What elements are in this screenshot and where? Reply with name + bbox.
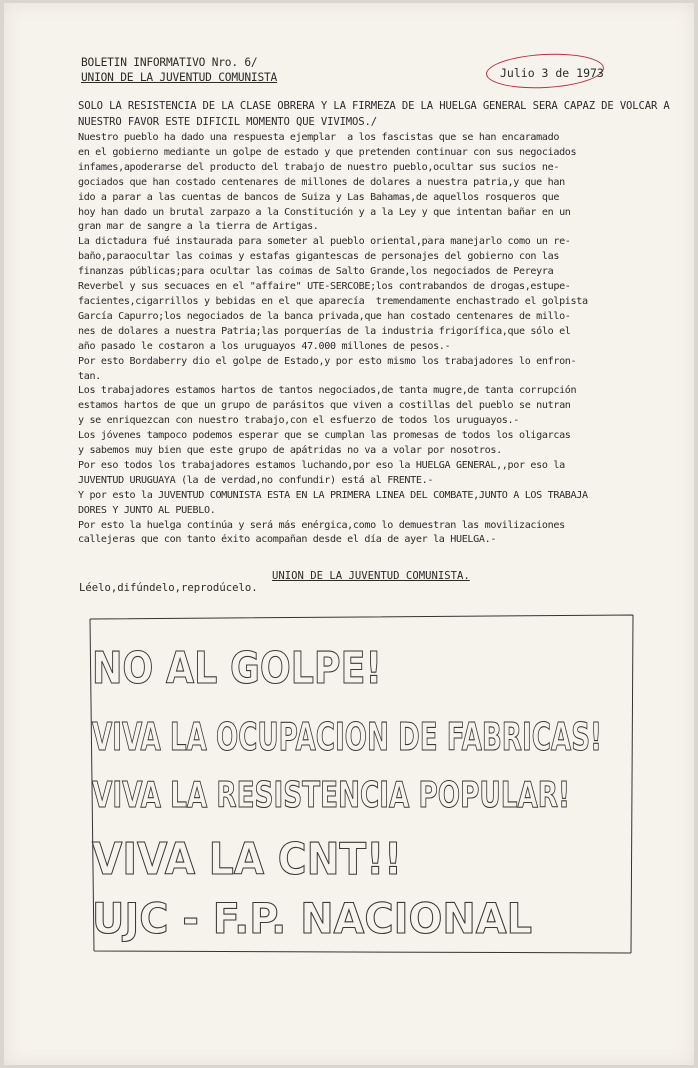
headline-statement: SOLO LA RESISTENCIA DE LA CLASE OBRERA Y LA FIRMEZA DE LA HUELGA GENERAL SERA CAPAZ DE VOLCAR A NUESTRO FAVOR ESTE DIFICIL MOMENTO QUE VIVIMOS./ bbox=[78, 100, 670, 129]
slogan-ujc: UJC - F.P. NACIONAL bbox=[92, 894, 532, 943]
slogan-cnt: VIVA LA CNT!! bbox=[92, 834, 402, 885]
document-sheet bbox=[4, 3, 694, 1065]
signoff: UNION DE LA JUVENTUD COMUNISTA. bbox=[272, 570, 470, 582]
slogan-resistencia: VIVA LA RESISTENCIA POPULAR! bbox=[92, 775, 570, 816]
date: Julio 3 de 1973 bbox=[500, 66, 604, 80]
handwritten-slogans-box bbox=[88, 615, 636, 955]
slogan-no-al-golpe: NO AL GOLPE! bbox=[92, 643, 382, 694]
bulletin-title: BOLETIN INFORMATIVO Nro. 6/ bbox=[81, 56, 258, 69]
slogan-ocupacion: VIVA LA OCUPACION DE FABRICAS! bbox=[92, 715, 602, 759]
distribution-instruction: Léelo,difúndelo,reprodúcelo. bbox=[79, 582, 258, 594]
body-text: Nuestro pueblo ha dado una respuesta ejemplar a los fascistas que se han encaramado en el gobierno mediante un golpe de estado y que pretenden continuar con sus negociados infames,apoderarse del producto del trabajo de nuestro pueblo,ocultar sus sucios ne- gociados que han costado centenares de millones de dolares a nuestra patria,y que han ido a parar a las cuentas de bancos de Suiza y Las Bahamas,de aquellos rosqueros que hoy han dado un brutal zarpazo a la Constitución y a la Ley y que intentan bañar en un gran mar de sangre a la tierra de Artigas. La dictadura fué instaurada para someter al pueblo oriental,para manejarlo como un re- baño,paraocultar las coimas y estafas gigantescas de personajes del gobierno con las finanzas públicas;para ocultar las coimas de Salto Grande,los negociados de Pereyra Reverbel y sus secuaces en el "affaire" UTE-SERCOBE;los contrabandos de drogas,estupe- facientes,cigarrillos y bebidas en el que aparecía tremendamente enchastrado el golpista García Capurro;los negociados de la banca privada,que han costado centenares de millo- nes de dolares a nuestra Patria;las porquerías de la industria frigorífica,que sólo el año pasado le costaron a los uruguayos 47.000 millones de pesos.- Por esto Bordaberry dio el golpe de Estado,y por esto mismo los trabajadores lo enfron- tan. Los trabajadores estamos hartos de tantos negociados,de tanta mugre,de tanta corrupción estamos hartos de que un grupo de parásitos que viven a costillas del pueblo se nutran y se enriquezcan con nuestro trabajo,con el esfuerzo de todos los uruguayos.- Los jóvenes tampoco podemos esperar que se cumplan las promesas de todos los oligarcas y sabemos muy bien que este grupo de apátridas no va a volar por nosotros. Por eso todos los trabajadores estamos luchando,por eso la HUELGA GENERAL,,por eso la JUVENTUD URUGUAYA (la de verdad,no confundir) está al FRENTE.- Y por esto la JUVENTUD COMUNISTA ESTA EN LA PRIMERA LINEA DEL COMBATE,JUNTO A LOS TRABAJA DORES Y JUNTO AL PUEBLO. Por esto la huelga continúa y será más enérgica,como lo demuestran las movilizaciones callejeras que con tanto éxito acompañan desde el día de ayer la HUELGA.- bbox=[78, 132, 588, 546]
organization-name: UNION DE LA JUVENTUD COMUNISTA bbox=[81, 71, 278, 84]
